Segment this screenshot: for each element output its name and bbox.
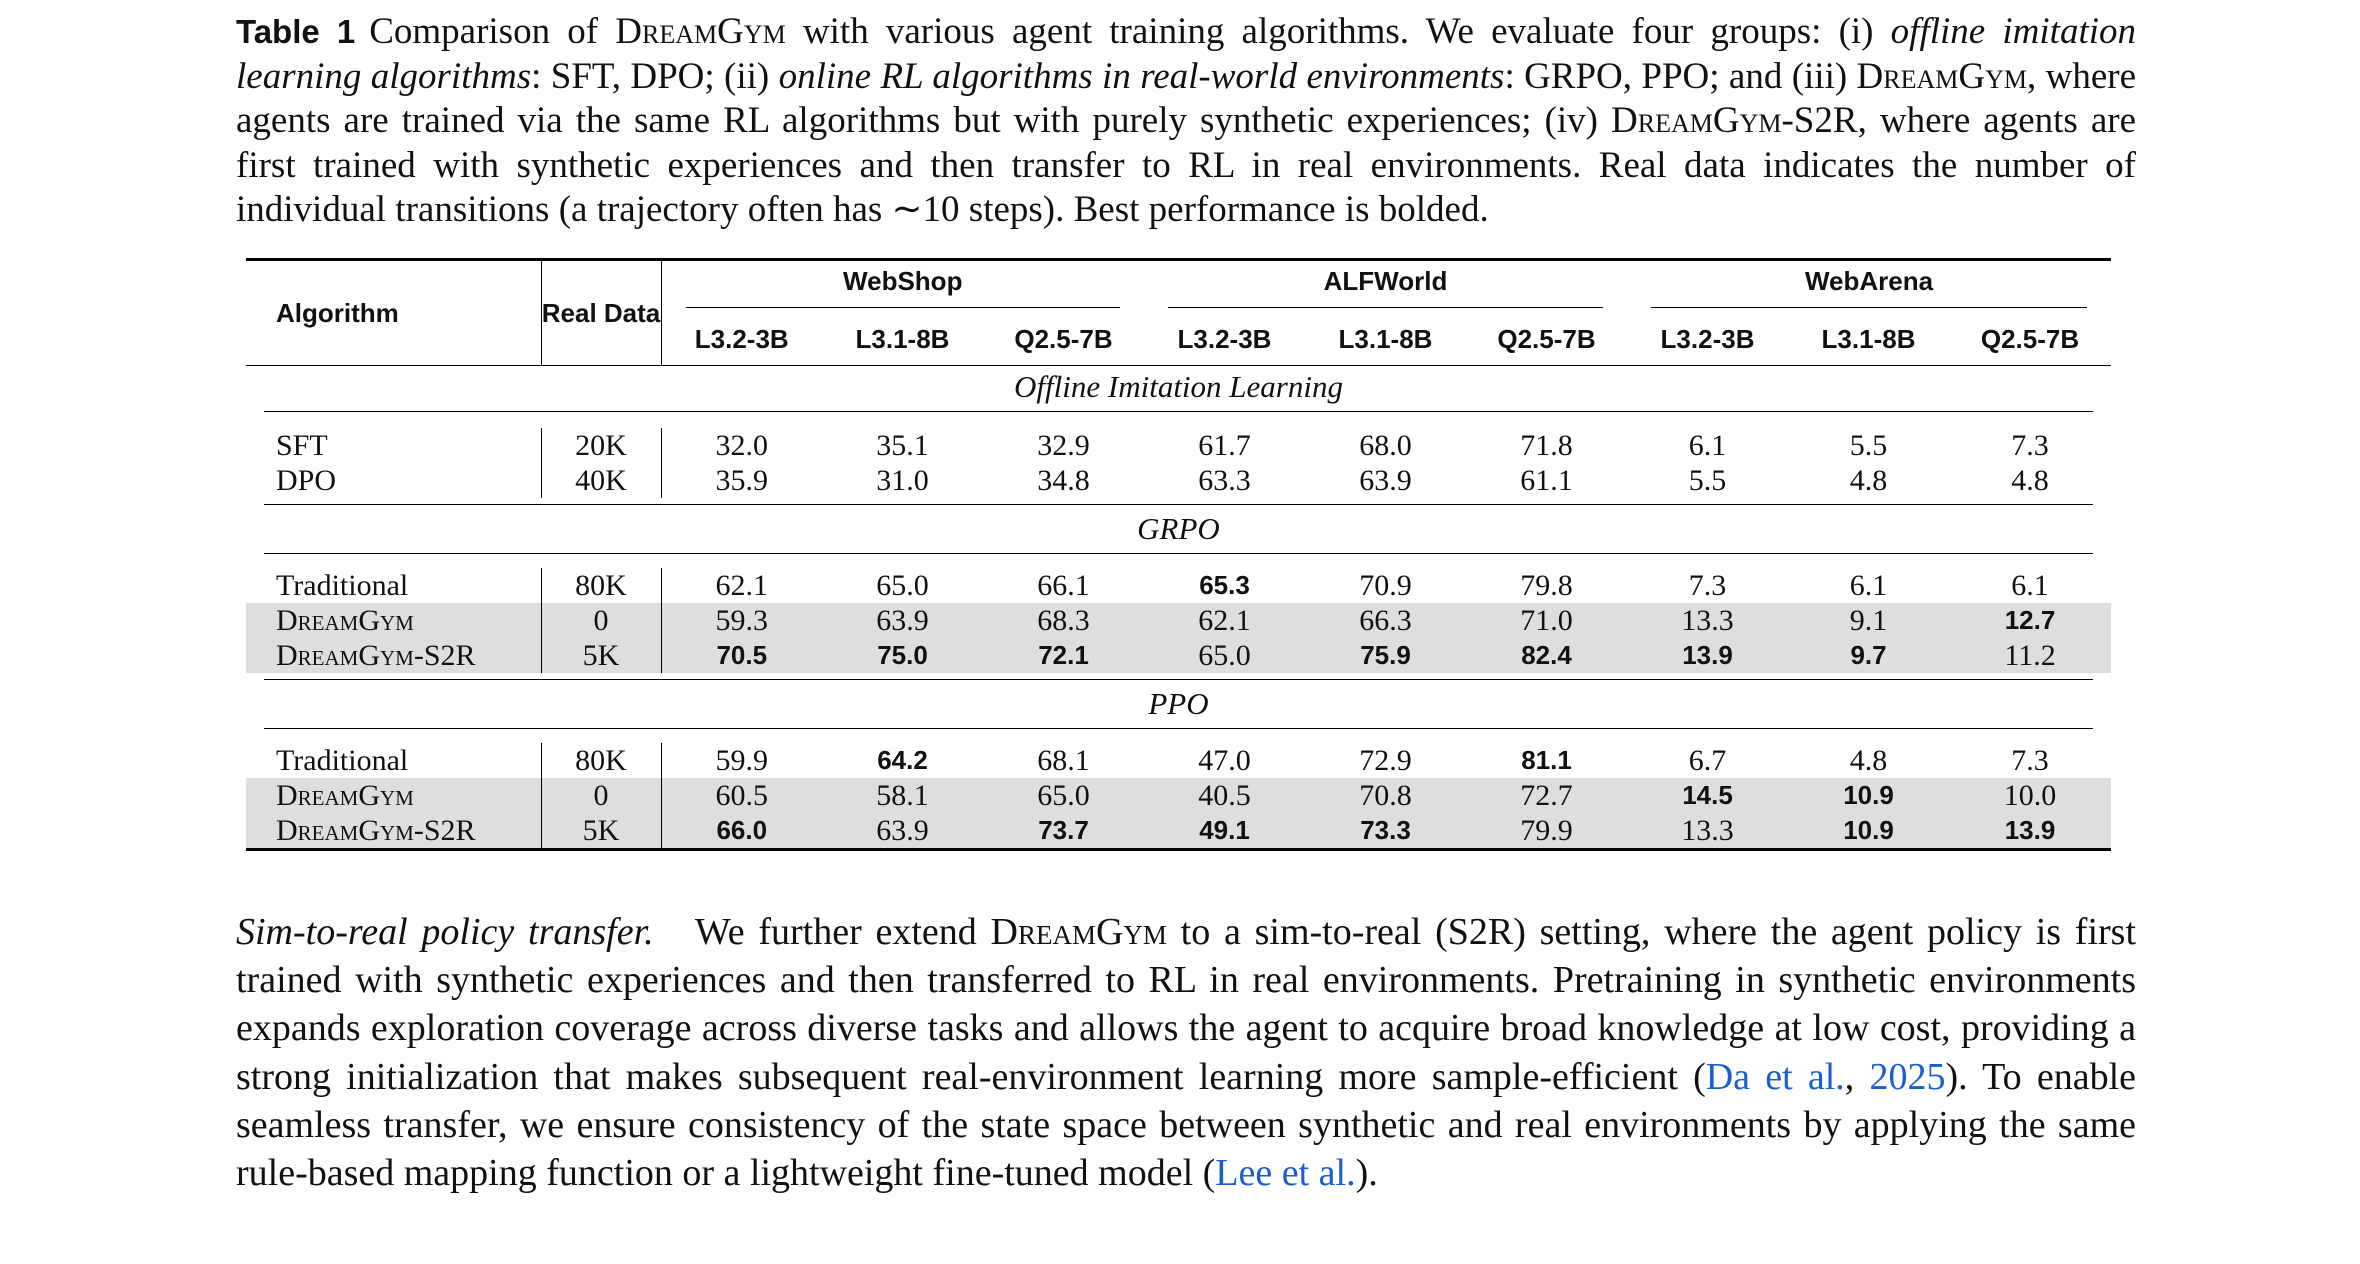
model-header: L3.1-8B (1821, 323, 1916, 354)
score-cell: 63.9 (822, 813, 983, 850)
score-cell: 64.2 (877, 745, 928, 775)
score-cell: 73.7 (983, 813, 1144, 850)
header-algorithm: Algorithm (246, 260, 541, 366)
score-cell: 61.7 (1198, 429, 1251, 462)
table-body (246, 366, 2111, 850)
caption-dreamgym-2: DreamGym (1856, 55, 2027, 97)
paragraph-text-1: We further extend (694, 911, 991, 953)
model-header: L3.1-8B (1338, 323, 1433, 354)
score-cell: 60.5 (661, 778, 822, 813)
section-title-text: GRPO (264, 504, 2093, 554)
row-algorithm: Traditional (246, 568, 541, 603)
score-cell: 9.7 (1788, 638, 1949, 673)
score-cell: 65.3 (1199, 570, 1250, 600)
section-title (246, 679, 2111, 729)
score-cell: 58.1 (822, 778, 983, 813)
score-cell: 4.8 (2011, 464, 2049, 497)
score-cell: 70.5 (661, 638, 822, 673)
score-cell: 6.1 (2011, 569, 2049, 602)
section-title-row (246, 504, 2111, 554)
header-group-webarena (1627, 260, 2111, 314)
score-cell: 65.0 (876, 569, 929, 602)
score-cell: 4.8 (1849, 744, 1888, 777)
score-cell: 63.3 (1198, 464, 1251, 497)
group-rule-alfworld (1168, 307, 1603, 308)
score-cell: 72.9 (1359, 744, 1412, 777)
score-cell: 62.1 (1144, 603, 1305, 638)
paragraph-text-3: ). To enable seamless transfer, we ensure consistency of the state space between synthetic and real environments by applying the same rule-based mapping function or a lightweight fine-tuned model ( (236, 1055, 2137, 1195)
row-algorithm: Traditional (246, 743, 541, 778)
score-cell: 13.9 (1627, 638, 1788, 673)
score-cell: 35.9 (715, 464, 768, 497)
body-paragraph (236, 908, 2136, 1197)
section-spacer-cell (246, 729, 2111, 743)
score-cell: 7.3 (1688, 569, 1727, 602)
row-real-data: 0 (541, 603, 661, 638)
score-cell: 70.9 (1359, 569, 1412, 602)
score-cell: 66.1 (1037, 569, 1090, 602)
citation-da-year[interactable]: 2025 (1869, 1055, 1946, 1098)
caption-dreamgym-1: DreamGym (615, 11, 786, 52)
group-label-alfworld: ALFWorld (1323, 266, 1448, 296)
row-real-data: 80K (541, 743, 661, 778)
score-cell: 63.9 (1359, 464, 1412, 497)
paragraph-heading: Sim-to-real policy transfer. (236, 911, 654, 953)
score-cell: 10.9 (1788, 778, 1949, 813)
score-cell: 71.0 (1466, 603, 1627, 638)
score-cell: 72.1 (983, 638, 1144, 673)
header-row-groups (246, 260, 2111, 314)
model-header: L3.2-3B (1660, 323, 1755, 354)
row-real-data: 20K (541, 428, 661, 463)
row-algorithm: DPO (246, 463, 541, 498)
score-cell: 13.3 (1627, 813, 1788, 850)
score-cell: 66.3 (1305, 603, 1466, 638)
header-group-alfworld (1144, 260, 1627, 314)
score-cell: 59.9 (715, 744, 768, 777)
section-spacer (246, 729, 2111, 743)
header-real-data: Real Data (541, 260, 661, 366)
section-title (246, 366, 2111, 415)
caption-label: Table 1 (236, 13, 356, 50)
row-algorithm: DreamGym (246, 603, 541, 638)
model-header: Q2.5-7B (1014, 323, 1113, 354)
score-cell: 59.3 (661, 603, 822, 638)
section-spacer-cell (246, 554, 2111, 568)
score-cell: 79.9 (1466, 813, 1627, 850)
caption-text-2: with various agent training algorithms. We evaluate four groups: (i) (785, 11, 1891, 52)
score-cell: 31.0 (876, 464, 929, 497)
score-cell: 7.3 (2011, 429, 2049, 462)
row-real-data: 5K (541, 638, 661, 673)
score-cell: 5.5 (1849, 429, 1888, 462)
score-cell: 4.8 (1849, 464, 1888, 497)
score-cell: 66.0 (661, 813, 822, 850)
table-row (246, 428, 2111, 463)
score-cell: 34.8 (1037, 464, 1090, 497)
score-cell: 13.9 (1949, 813, 2111, 850)
group-label-webarena: WebArena (1804, 266, 1934, 296)
citation-da-author[interactable]: Da et al. (1705, 1055, 1845, 1098)
row-real-data: 5K (541, 813, 661, 850)
model-header: L3.2-3B (694, 323, 789, 354)
table-row (246, 813, 2111, 850)
score-cell: 47.0 (1198, 744, 1251, 777)
model-header: L3.2-3B (1177, 323, 1272, 354)
caption-text-5: , where agents are trained via the same RL algorithms but with purely synthetic experiences; (iv) (236, 55, 2136, 141)
row-real-data: 40K (541, 463, 661, 498)
row-algorithm: DreamGym-S2R (246, 813, 541, 850)
score-cell: 73.3 (1305, 813, 1466, 850)
score-cell: 40.5 (1144, 778, 1305, 813)
section-title (246, 504, 2111, 554)
score-cell: 75.0 (822, 638, 983, 673)
score-cell: 6.1 (1849, 569, 1888, 602)
caption-text-3: : SFT, DPO; (ii) (531, 55, 779, 97)
score-cell: 32.0 (715, 429, 768, 462)
group-rule-webshop (686, 307, 1121, 308)
section-title-row (246, 366, 2111, 415)
caption-text-4: : GRPO, PPO; and (iii) (1504, 55, 1857, 97)
table-row (246, 463, 2111, 498)
paragraph-text-4: ). (1355, 1152, 1378, 1195)
score-cell: 12.7 (1949, 603, 2111, 638)
citation-lee[interactable]: Lee et al. (1215, 1152, 1356, 1195)
section-title-text: PPO (264, 679, 2093, 729)
section-title-text: Offline Imitation Learning (264, 369, 2093, 412)
score-cell: 68.1 (1037, 744, 1090, 777)
group-label-webshop: WebShop (843, 266, 963, 296)
model-header: Q2.5-7B (1497, 323, 1596, 354)
table-caption (236, 10, 2136, 233)
caption-text-1: Comparison of (369, 11, 616, 52)
score-cell: 13.3 (1627, 603, 1788, 638)
caption-text-6: , where agents are first trained with synthetic experiences and then transfer to RL in real environments. Real data indicates the number of individual transitions (a trajectory often has ∼10 steps). Best performance is bolded. (236, 100, 2137, 230)
score-cell: 62.1 (715, 569, 768, 602)
citation-separator: , (1844, 1055, 1870, 1098)
row-algorithm: SFT (246, 428, 541, 463)
score-cell: 49.1 (1144, 813, 1305, 850)
score-cell: 9.1 (1788, 603, 1949, 638)
score-cell: 81.1 (1521, 745, 1572, 775)
table-row (246, 638, 2111, 673)
paragraph-text-2: to a sim-to-real (S2R) setting, where the agent policy is first trained with synthetic experiences and then transferred to RL in real environments. Pretraining in synthetic environments expands exploration coverage across diverse tasks and allows the agent to acquire broad knowledge at low cost, providing a strong initialization that makes subsequent real-environment learning more sample-efficient ( (236, 911, 2137, 1098)
table-row (246, 603, 2111, 638)
section-spacer-cell (246, 414, 2111, 428)
row-algorithm: DreamGym-S2R (246, 638, 541, 673)
score-cell: 61.1 (1520, 464, 1573, 497)
score-cell: 70.8 (1305, 778, 1466, 813)
score-cell: 72.7 (1466, 778, 1627, 813)
row-real-data: 0 (541, 778, 661, 813)
score-cell: 75.9 (1305, 638, 1466, 673)
row-real-data: 80K (541, 568, 661, 603)
score-cell: 10.0 (1949, 778, 2111, 813)
caption-italic-2: online RL algorithms in real-world environments (778, 55, 1505, 97)
model-header: Q2.5-7B (1980, 323, 2080, 354)
score-cell: 14.5 (1627, 778, 1788, 813)
score-cell: 65.0 (1144, 638, 1305, 673)
score-cell: 68.3 (983, 603, 1144, 638)
caption-dreamgym-s2r: DreamGym-S2R (1611, 100, 1858, 141)
score-cell: 82.4 (1466, 638, 1627, 673)
score-cell: 65.0 (983, 778, 1144, 813)
score-cell: 79.8 (1520, 569, 1573, 602)
score-cell: 7.3 (2011, 744, 2049, 777)
score-cell: 63.9 (822, 603, 983, 638)
section-title-row (246, 679, 2111, 729)
row-algorithm: DreamGym (246, 778, 541, 813)
score-cell: 32.9 (1037, 429, 1090, 462)
caption-italic-1: offline imitation learning algorithms (236, 11, 2137, 97)
score-cell: 11.2 (1949, 638, 2111, 673)
results-table (246, 258, 2111, 851)
table-row (246, 743, 2111, 778)
model-header: L3.1-8B (855, 323, 950, 354)
score-cell: 6.1 (1688, 429, 1727, 462)
score-cell: 5.5 (1688, 464, 1727, 497)
paragraph-dreamgym: DreamGym (990, 911, 1167, 953)
score-cell: 68.0 (1359, 429, 1412, 462)
group-rule-webarena (1651, 307, 2087, 308)
section-spacer (246, 414, 2111, 428)
header-group-webshop (661, 260, 1144, 314)
score-cell: 10.9 (1788, 813, 1949, 850)
score-cell: 35.1 (876, 429, 929, 462)
score-cell: 6.7 (1688, 744, 1727, 777)
table-row (246, 568, 2111, 603)
section-spacer (246, 554, 2111, 568)
score-cell: 71.8 (1520, 429, 1573, 462)
table-row (246, 778, 2111, 813)
